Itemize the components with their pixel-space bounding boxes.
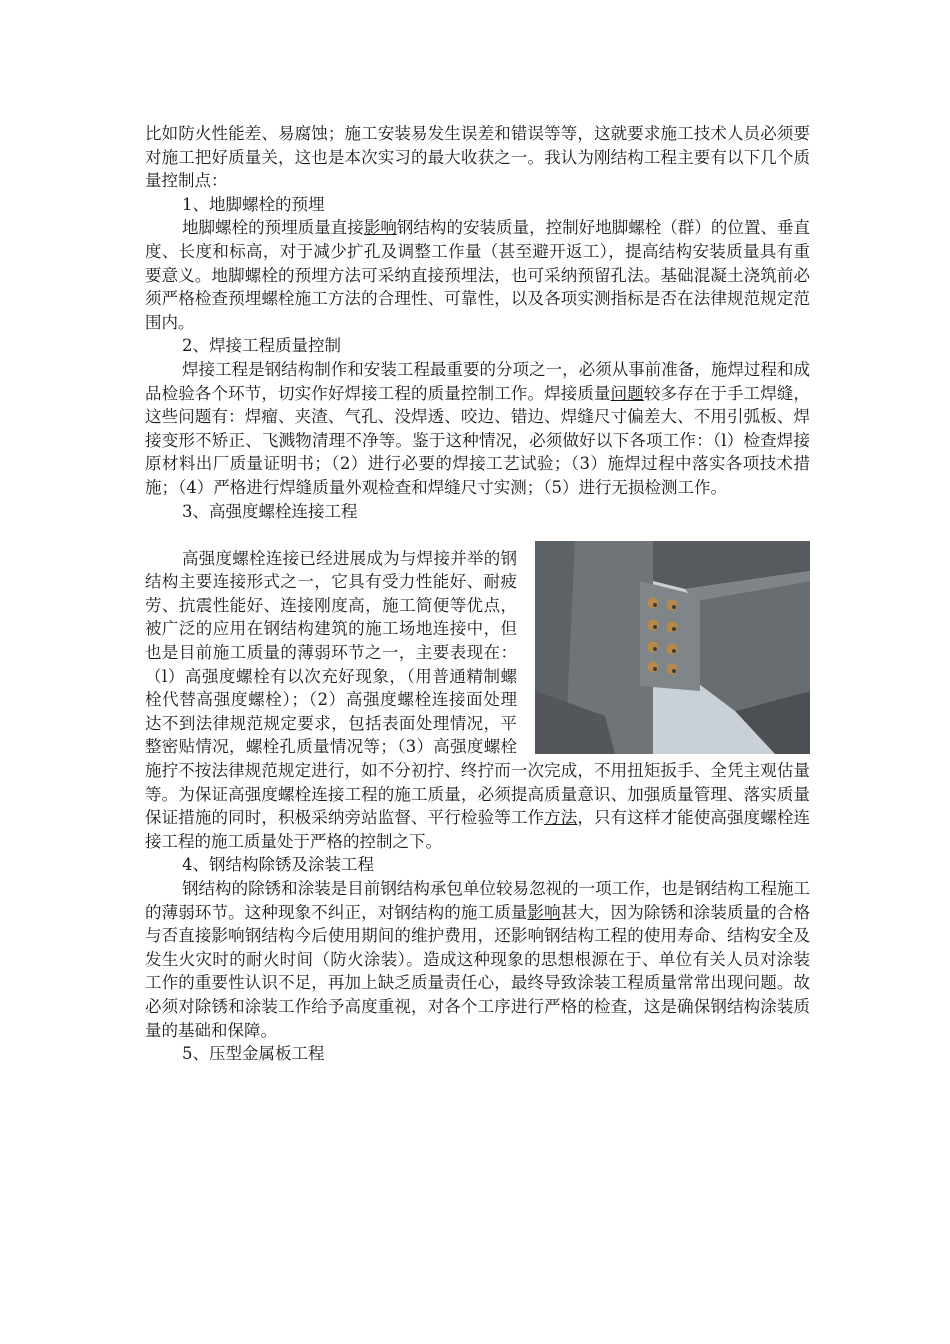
section-1-heading: 1、地脚螺栓的预埋 (182, 194, 325, 214)
section-2-text-a: 焊接工程是钢结构制作和安装工程最重要的分项之一，必须从事前准备，施焊过程和成品检验各个环节，切实作好焊接工程的质量控制工作。焊接质量 (145, 359, 810, 403)
section-5-heading: 5、压型金属板工程 (182, 1044, 325, 1064)
intro-paragraph: 比如防火性能差、易腐蚀；施工安装易发生误差和错误等等，这就要求施工技术人员必须要对施工把好质量关，这也是本次实习的最大收获之一。我认为刚结构工程主要有以下几个质量控制点： (145, 124, 810, 191)
steel-bolt-connection-photo (535, 541, 810, 754)
section-3-paragraph (145, 547, 810, 854)
section-4-link[interactable]: 影响 (527, 902, 561, 922)
section-3-text-b: ，只有这样才能使高强度螺栓连接工程的施工质量处于严格的控制之下。 (145, 808, 811, 851)
section-1-text-a: 地脚螺栓的预埋质量直接 (182, 218, 364, 238)
section-3-text-a: 高强度螺栓连接已经进展成为与焊接并举的钢结构主要连接形式之一，它具有受力性能好、耐疲劳、抗震性能好、连接刚度高，施工简便等优点，被广泛的应用在钢结构建筑的施工场地连接中，但也是目前施工质量的薄弱环节之一，主要表现在：（l）高强度螺栓有以次充好现象，（用普通精制螺栓代替高强度螺栓）；（2）高强度螺栓连接面处理达不到法律规范规定要求，包括表面处理情况，平整密贴情况，螺栓孔质量情况等；（3）高强度螺栓施拧不按法律规范规定进行，如不分初拧、终拧而一次完成，不用扭矩扳手、全凭主观估量等。为保证高强度螺栓连接工程的施工质量，必须提高质量意识、加强质量管理、落实质量保证措施的同时，积极采纳旁站监督、平行检验等工作 (145, 548, 810, 828)
section-1-text-b: 钢结构的安装质量，控制好地脚螺栓（群）的位置、垂直度、长度和标高，对于减少扩孔及调整工作量（甚至避开返工），提高结构安装质量具有重要意义。地脚螺栓的预埋方法可采纳直接预埋法，也可采纳预留孔法。基础混凝土浇筑前必须严格检查预埋螺栓施工方法的合理性、可靠性，以及各项实测指标是否在法律规范规定范围内。 (145, 218, 811, 332)
document-body (145, 122, 810, 1066)
section-3-heading: 3、高强度螺栓连接工程 (182, 501, 358, 521)
section-4-heading: 4、钢结构除锈及涂装工程 (182, 855, 374, 875)
section-3-link[interactable]: 方法 (544, 808, 578, 828)
section-2-link[interactable]: 问题 (610, 383, 644, 403)
side-beam (695, 581, 810, 711)
section-4-text-a: 钢结构的除锈和涂装是目前钢结构承包单位较易忽视的一项工作，也是钢结构工程施工的薄弱环节。这种现象不纠正，对钢结构的施工质量 (145, 879, 810, 922)
section-4-paragraph (145, 877, 810, 1042)
section-2-heading: 2、焊接工程质量控制 (182, 336, 341, 356)
section-4-text-b: 甚大，因为除锈和涂装质量的合格与否直接影响钢结构今后使用期间的维护费用，还影响钢结构工程的使用寿命、结构安全及发生火灾时的耐火时间（防火涂装）。造成这种现象的思想根源在于、单位有关人员对涂装工作的重要性认识不足，再加上缺乏质量责任心，最终导致涂装工程质量常常出现问题。故必须对除锈和涂装工作给予高度重视，对各个工序进行严格的检查，这是确保钢结构涂装质量的基础和保障。 (145, 902, 811, 1040)
section-2-paragraph (145, 358, 810, 500)
section-2-text-b: 较多存在于手工焊缝，这些问题有：焊瘤、夹渣、气孔、没焊透、咬边、错边、焊缝尺寸偏差大、不用引弧板、焊接变形不矫正、飞溅物清理不净等。鉴于这种情况，必须做好以下各项工作：（l）检查焊接原材料出厂质量证明书；（2）进行必要的焊接工艺试验；（3）施焊过程中落实各项技术措施；（4）严格进行焊缝质量外观检查和焊缝尺寸实测；（5）进行无损检测工作。 (145, 383, 811, 497)
section-1-paragraph (145, 216, 810, 334)
section-1-link[interactable]: 影响 (363, 218, 397, 238)
connection-plate (640, 581, 700, 691)
